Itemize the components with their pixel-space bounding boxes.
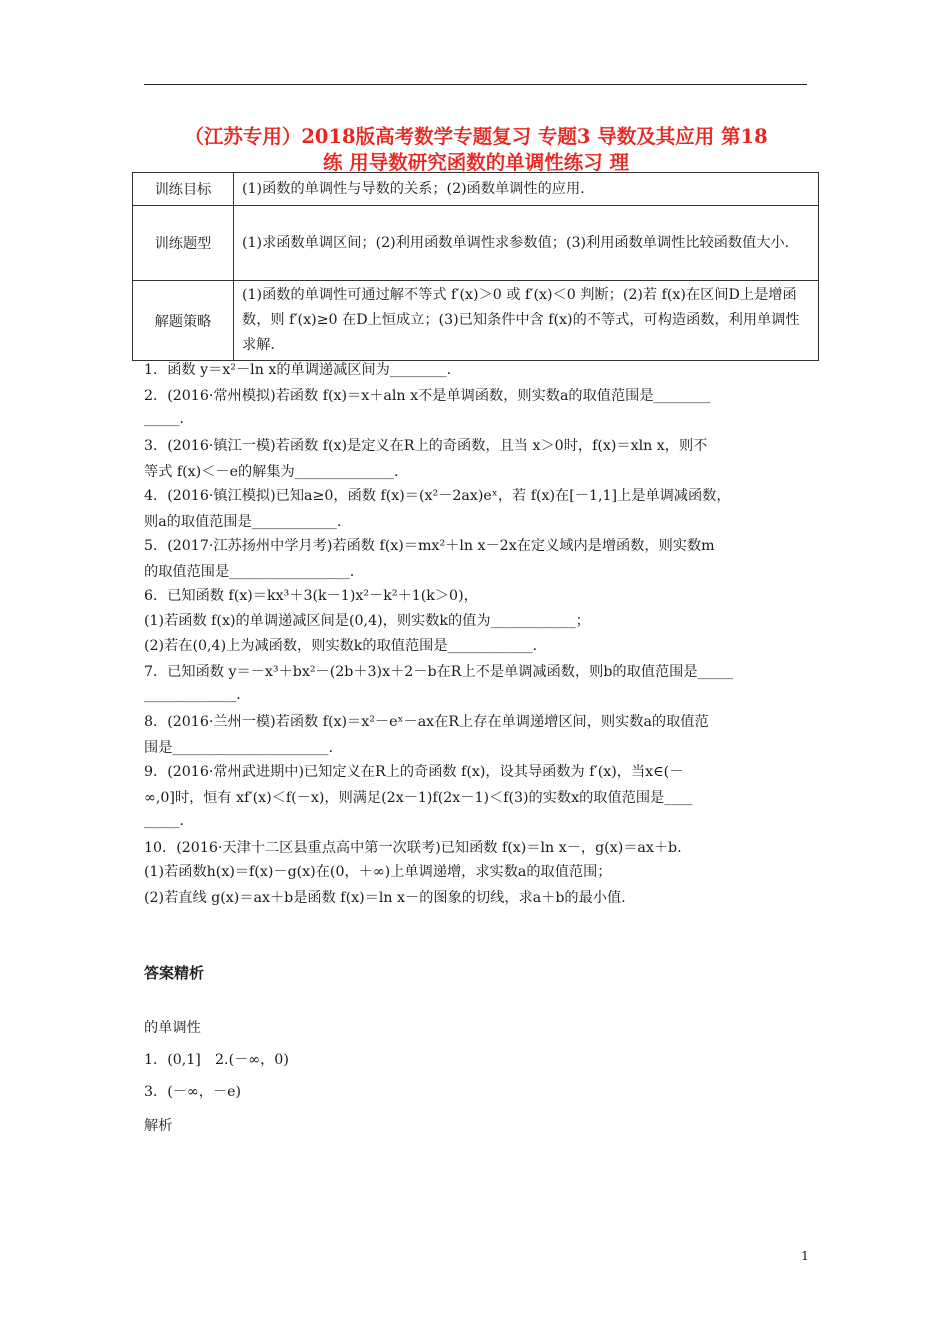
problem-line: 5．(2017·江苏扬州中学月考)若函数 f(x)＝mx²＋ln x－2x在定义域内是增函数，则实数m [144, 538, 715, 554]
answer-line: 解析 [144, 1118, 173, 1134]
table-value: (1)函数的单调性与导数的关系；(2)函数单调性的应用. [234, 173, 819, 206]
problem-line: 10．(2016·天津十二区县重点高中第一次联考)已知函数 f(x)＝ln x－，g(x)＝ax＋b. [144, 840, 682, 856]
answers-heading: 答案精析 [144, 964, 205, 982]
problem-line: ∞,0]时，恒有 xf′(x)＜f(－x)，则满足(2x－1)f(2x－1)＜f(3)的实数x的取值范围是____ [144, 790, 693, 806]
table-row [133, 173, 819, 206]
problem-line: (2)若直线 g(x)＝ax＋b是函数 f(x)＝ln x－的图象的切线，求a＋b的最小值. [144, 890, 626, 906]
problem-line: (1)若函数h(x)＝f(x)－g(x)在(0，＋∞)上单调递增，求实数a的取值范围； [144, 864, 612, 880]
title-line-1: （江苏专用）2018版高考数学专题复习 专题3 导数及其应用 第18 [184, 125, 768, 148]
problem-line: 4．(2016·镇江模拟)已知a≥0，函数 f(x)＝(x²－2ax)eˣ，若 f(x)在[－1,1]上是单调减函数， [144, 488, 731, 504]
training-info-table [132, 172, 819, 361]
top-rule [144, 84, 807, 85]
problem-line: _____. [144, 411, 184, 427]
problem-line: 7．已知函数 y＝－x³＋bx²－(2b＋3)x＋2－b在R上不是单调减函数，则b的取值范围是_____ [144, 664, 733, 680]
problem-line: 6．已知函数 f(x)＝kx³＋3(k－1)x²－k²＋1(k＞0)， [144, 588, 478, 604]
problem-line: 3．(2016·镇江一模)若函数 f(x)是定义在R上的奇函数，且当 x＞0时，f(x)＝xln x，则不 [144, 438, 708, 454]
problem-line: 8．(2016·兰州一模)若函数 f(x)＝x²－eˣ－ax在R上存在单调递增区间，则实数a的取值范 [144, 714, 709, 730]
table-key: 训练目标 [133, 173, 234, 206]
title-line-2: 练 用导数研究函数的单调性练习 理 [322, 151, 630, 174]
problem-line: _____. [144, 813, 184, 829]
page-number: 1 [801, 1248, 809, 1263]
problem-line: 围是______________________. [144, 740, 333, 756]
problem-line: 的取值范围是_________________. [144, 564, 355, 580]
answer-line: 3．(－∞，－e) [144, 1084, 242, 1100]
problem-line: 9．(2016·常州武进期中)已知定义在R上的奇函数 f(x)，设其导函数为 f′(x)，当x∈(－ [144, 764, 684, 780]
problem-line: (2)若在(0,4)上为减函数，则实数k的取值范围是____________. [144, 638, 538, 654]
answer-line: 的单调性 [144, 1020, 201, 1036]
table-value: (1)求函数单调区间；(2)利用函数单调性求参数值；(3)利用函数单调性比较函数值大小. [234, 206, 819, 281]
problem-line: 则a的取值范围是____________. [144, 514, 342, 530]
table-row [133, 206, 819, 281]
problem-line: 2．(2016·常州模拟)若函数 f(x)＝x＋aln x不是单调函数，则实数a的取值范围是________ [144, 388, 711, 404]
problem-line: _____________. [144, 687, 241, 703]
problem-line: 1．函数 y＝x²－ln x的单调递减区间为________. [144, 362, 452, 378]
problem-line: 等式 f(x)＜－e的解集为______________. [144, 464, 399, 480]
table-key: 训练题型 [133, 206, 234, 281]
table-value: (1)函数的单调性可通过解不等式 f′(x)＞0 或 f′(x)＜0 判断；(2)若 f(x)在区间D上是增函数，则 f′(x)≥0 在D上恒成立；(3)已知条件中含 f(x)的不等式，可构造函数，利用单调性求解. [234, 281, 819, 361]
table-row [133, 281, 819, 361]
answer-line: 1．(0,1] 2.(－∞，0) [144, 1052, 289, 1068]
page-title [140, 124, 812, 176]
problem-line: (1)若函数 f(x)的单调递减区间是(0,4)，则实数k的值为____________； [144, 613, 590, 629]
table-key: 解题策略 [133, 281, 234, 361]
